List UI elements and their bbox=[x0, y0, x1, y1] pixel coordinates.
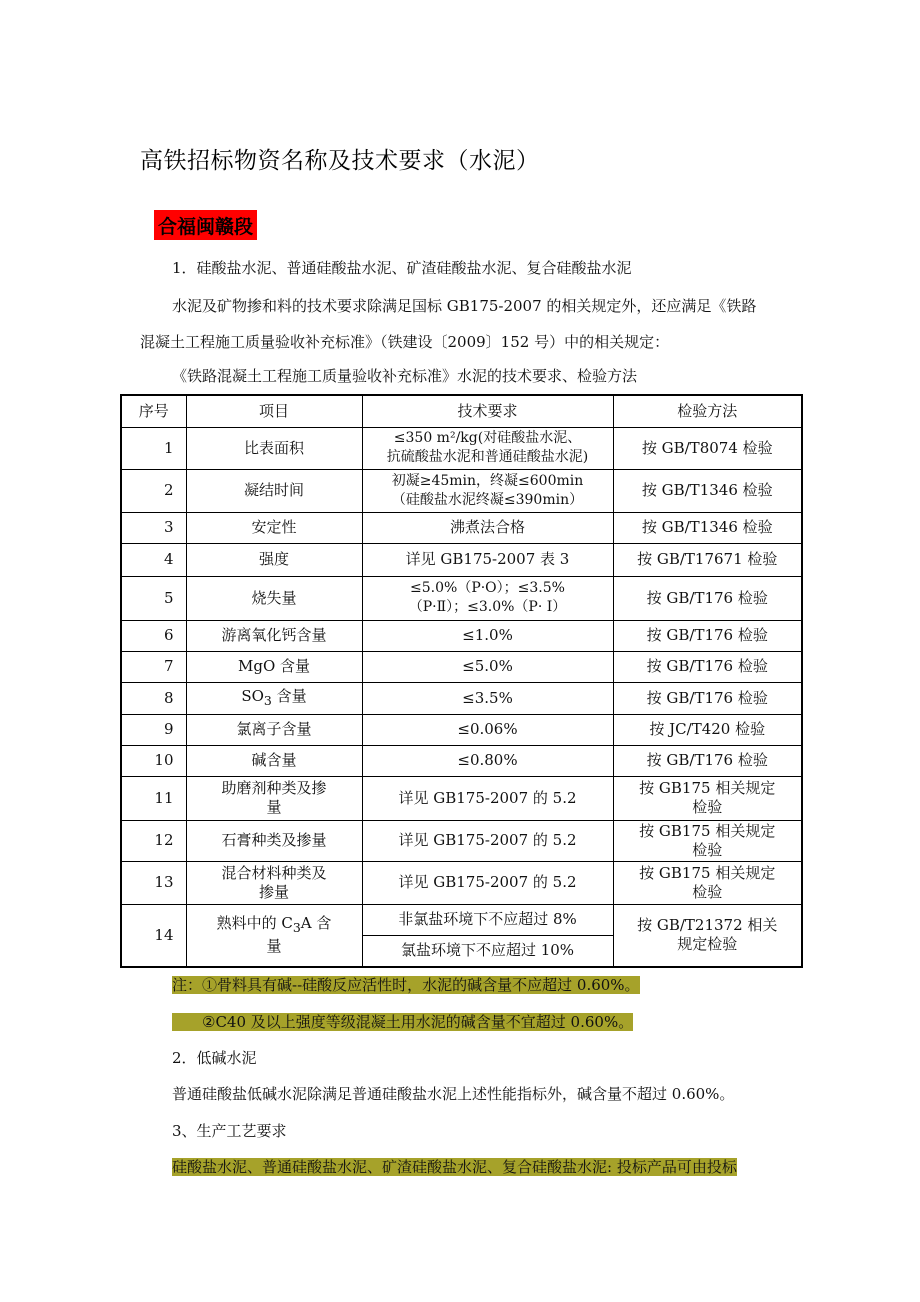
item-text: 含量 bbox=[271, 686, 307, 705]
row-item: MgO 含量 bbox=[186, 651, 362, 682]
row-method: 按 JC/T420 检验 bbox=[613, 714, 802, 745]
method-line: 按 GB/T21372 相关 bbox=[637, 916, 778, 935]
table-header-row bbox=[121, 395, 802, 427]
row-method bbox=[613, 820, 802, 861]
row-no: 3 bbox=[121, 512, 186, 543]
table-row bbox=[121, 820, 802, 861]
table-row bbox=[121, 576, 802, 620]
row-item bbox=[186, 682, 362, 714]
row-requirement: 氯盐环境下不应超过 10% bbox=[362, 935, 613, 967]
row-no: 9 bbox=[121, 714, 186, 745]
row-requirement bbox=[362, 576, 613, 620]
table-row bbox=[121, 745, 802, 776]
method-line: 规定检验 bbox=[677, 935, 738, 954]
row-no: 11 bbox=[121, 776, 186, 820]
row-no: 8 bbox=[121, 682, 186, 714]
row-method: 按 GB/T176 检验 bbox=[613, 682, 802, 714]
item-line: 量 bbox=[266, 937, 282, 956]
row-requirement: ≤0.06% bbox=[362, 714, 613, 745]
row-requirement bbox=[362, 427, 613, 469]
method-line: 检验 bbox=[692, 798, 723, 816]
row-requirement: 详见 GB175-2007 的 5.2 bbox=[362, 776, 613, 820]
row-method: 按 GB/T1346 检验 bbox=[613, 469, 802, 512]
item-text: SO bbox=[241, 686, 264, 705]
method-line: 按 GB175 相关规定 bbox=[639, 779, 776, 797]
table-row bbox=[121, 620, 802, 651]
row-no: 2 bbox=[121, 469, 186, 512]
paragraph-1: 1．硅酸盐水泥、普通硅酸盐水泥、矿渣硅酸盐水泥、复合硅酸盐水泥 bbox=[172, 259, 632, 277]
document-title: 高铁招标物资名称及技术要求（水泥） bbox=[140, 148, 540, 174]
item-text: A 含 bbox=[300, 914, 332, 933]
row-item: 石膏种类及掺量 bbox=[186, 820, 362, 861]
table-row bbox=[121, 651, 802, 682]
row-item: 安定性 bbox=[186, 512, 362, 543]
requirement-line: ≤350 m²/kg(对硅酸盐水泥、 bbox=[393, 430, 582, 446]
item-subscript: 3 bbox=[292, 920, 301, 936]
row-method bbox=[613, 904, 802, 967]
row-item bbox=[186, 776, 362, 820]
header-requirement: 技术要求 bbox=[362, 395, 613, 427]
row-method: 按 GB/T176 检验 bbox=[613, 576, 802, 620]
requirement-line: 抗硫酸盐水泥和普通硅酸盐水泥) bbox=[386, 449, 589, 465]
row-requirement: ≤3.5% bbox=[362, 682, 613, 714]
note-1: 注：①骨料具有碱--硅酸反应活性时，水泥的碱含量不应超过 0.60%。 bbox=[172, 976, 640, 994]
paragraph-2a: 水泥及矿物掺和料的技术要求除满足国标 GB175-2007 的相关规定外，还应满足《铁路 bbox=[172, 297, 757, 315]
heading-low-alkali: 2．低碱水泥 bbox=[172, 1049, 257, 1067]
row-no: 1 bbox=[121, 427, 186, 469]
table-row bbox=[121, 776, 802, 820]
method-line: 按 GB175 相关规定 bbox=[639, 863, 776, 882]
table-row bbox=[121, 427, 802, 469]
table-row bbox=[121, 861, 802, 904]
method-line: 检验 bbox=[692, 840, 723, 859]
requirement-line: 初凝≥45min，终凝≤600min bbox=[391, 472, 584, 489]
row-requirement: 非氯盐环境下不应超过 8% bbox=[362, 904, 613, 935]
row-no: 14 bbox=[121, 904, 186, 967]
row-requirement: 详见 GB175-2007 的 5.2 bbox=[362, 861, 613, 904]
item-line: 掺量 bbox=[258, 882, 289, 901]
row-no: 5 bbox=[121, 576, 186, 620]
table-row bbox=[121, 543, 802, 576]
item-subscript: 3 bbox=[263, 692, 272, 708]
row-item: 烧失量 bbox=[186, 576, 362, 620]
row-method bbox=[613, 861, 802, 904]
note-2: ②C40 及以上强度等级混凝土用水泥的碱含量不宜超过 0.60%。 bbox=[172, 1013, 633, 1031]
row-method: 按 GB/T176 检验 bbox=[613, 745, 802, 776]
table-row bbox=[121, 904, 802, 935]
row-item: 凝结时间 bbox=[186, 469, 362, 512]
item-text: 熟料中的 C bbox=[216, 914, 293, 933]
row-requirement: ≤1.0% bbox=[362, 620, 613, 651]
row-item: 氯离子含量 bbox=[186, 714, 362, 745]
item-line: 助磨剂种类及掺 bbox=[221, 779, 327, 797]
row-requirement: 详见 GB175-2007 的 5.2 bbox=[362, 820, 613, 861]
row-requirement: 详见 GB175-2007 表 3 bbox=[362, 543, 613, 576]
table-row bbox=[121, 469, 802, 512]
row-method: 按 GB/T176 检验 bbox=[613, 620, 802, 651]
row-no: 6 bbox=[121, 620, 186, 651]
table-caption: 《铁路混凝土工程施工质量验收补充标准》水泥的技术要求、检验方法 bbox=[172, 367, 638, 385]
table-row bbox=[121, 714, 802, 745]
row-no: 7 bbox=[121, 651, 186, 682]
row-item: 碱含量 bbox=[186, 745, 362, 776]
item-line: 量 bbox=[266, 798, 282, 816]
row-requirement: ≤5.0% bbox=[362, 651, 613, 682]
table-row bbox=[121, 512, 802, 543]
row-item: 强度 bbox=[186, 543, 362, 576]
section-heading: 合福闽赣段 bbox=[154, 210, 257, 240]
row-no: 13 bbox=[121, 861, 186, 904]
row-no: 4 bbox=[121, 543, 186, 576]
method-line: 按 GB175 相关规定 bbox=[639, 821, 776, 840]
row-method: 按 GB/T1346 检验 bbox=[613, 512, 802, 543]
requirement-line: ≤5.0%（P·O）；≤3.5% bbox=[410, 580, 565, 596]
row-no: 10 bbox=[121, 745, 186, 776]
spec-table bbox=[120, 394, 803, 968]
paragraph-low-alkali: 普通硅酸盐低碱水泥除满足普通硅酸盐水泥上述性能指标外，碱含量不超过 0.60%。 bbox=[172, 1085, 735, 1103]
requirement-line: （硅酸盐水泥终凝≤390min） bbox=[391, 491, 584, 508]
heading-process: 3、生产工艺要求 bbox=[172, 1122, 287, 1140]
header-method: 检验方法 bbox=[613, 395, 802, 427]
item-line: 混合材料种类及 bbox=[221, 863, 327, 882]
row-requirement: ≤0.80% bbox=[362, 745, 613, 776]
row-no: 12 bbox=[121, 820, 186, 861]
row-method: 按 GB/T8074 检验 bbox=[613, 427, 802, 469]
row-method: 按 GB/T17671 检验 bbox=[613, 543, 802, 576]
row-method: 按 GB/T176 检验 bbox=[613, 651, 802, 682]
row-requirement: 沸煮法合格 bbox=[362, 512, 613, 543]
row-item: 比表面积 bbox=[186, 427, 362, 469]
row-item bbox=[186, 904, 362, 967]
row-item: 游离氧化钙含量 bbox=[186, 620, 362, 651]
row-requirement bbox=[362, 469, 613, 512]
paragraph-2b: 混凝土工程施工质量验收补充标准》（铁建设〔2009〕152 号）中的相关规定： bbox=[140, 333, 670, 351]
row-method bbox=[613, 776, 802, 820]
header-item: 项目 bbox=[186, 395, 362, 427]
table-row bbox=[121, 682, 802, 714]
method-line: 检验 bbox=[692, 882, 723, 901]
row-item bbox=[186, 861, 362, 904]
header-no: 序号 bbox=[121, 395, 186, 427]
requirement-line: （P·Ⅱ）；≤3.0%（P· Ⅰ） bbox=[408, 599, 567, 615]
paragraph-process: 硅酸盐水泥、普通硅酸盐水泥、矿渣硅酸盐水泥、复合硅酸盐水泥: 投标产品可由投标 bbox=[172, 1158, 737, 1176]
